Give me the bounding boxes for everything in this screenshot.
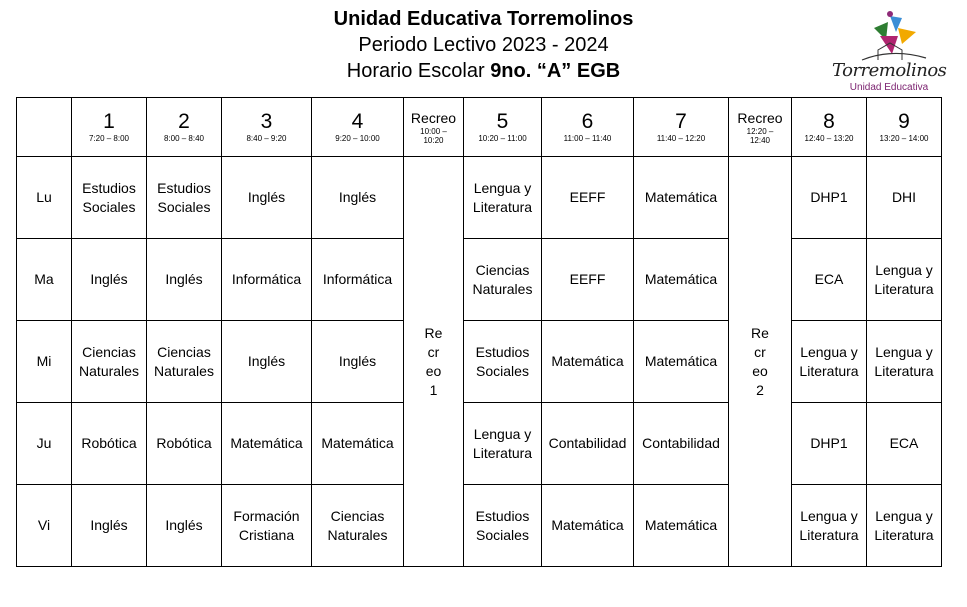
subject-text: Informática (231, 271, 302, 287)
day-row (17, 403, 942, 485)
period-number: 4 (351, 110, 364, 133)
recess-block-text: cr (754, 343, 766, 360)
subject-text: Matemática (644, 353, 718, 369)
period-time: 8:40 – 9:20 (246, 134, 287, 143)
subject-cell (464, 485, 542, 567)
subject-text: Sociales (476, 526, 529, 543)
subject-text: Literatura (874, 362, 934, 379)
schedule-prefix: Horario Escolar (346, 60, 491, 82)
subject-text: Literatura (874, 526, 934, 543)
recess-block-text: Re (424, 324, 443, 341)
subject-text: Matemática (551, 517, 624, 533)
period-header (792, 98, 867, 157)
recess-block-text: 1 (429, 381, 438, 398)
subject-text: Robótica (81, 435, 137, 451)
subject-text: Inglés (165, 517, 203, 533)
period-header (72, 98, 147, 157)
period-time: 9:20 – 10:00 (335, 134, 380, 143)
subject-text: Literatura (874, 280, 934, 297)
recess-block-text: cr (427, 343, 440, 360)
subject-text: Ciencias (330, 507, 385, 524)
subject-text: Matemática (644, 271, 718, 287)
logo-subtitle: Unidad Educativa (849, 82, 929, 93)
schedule-table (16, 97, 942, 567)
subject-cell (867, 485, 942, 567)
period-header (312, 98, 404, 157)
subject-cell (147, 157, 222, 239)
subject-text: Literatura (799, 362, 859, 379)
school-name: Unidad Educativa Torremolinos (333, 8, 634, 30)
subject-text: Naturales (472, 280, 533, 297)
subject-cell (312, 403, 404, 485)
subject-text: Estudios (157, 179, 211, 196)
subject-cell (222, 157, 312, 239)
recess-block (729, 157, 792, 567)
subject-cell (312, 321, 404, 403)
subject-cell (634, 485, 729, 567)
subject-text: Sociales (82, 198, 136, 215)
subject-cell (72, 403, 147, 485)
subject-cell (222, 485, 312, 567)
period-header (222, 98, 312, 157)
subject-cell (312, 157, 404, 239)
subject-text: Ciencias (475, 261, 530, 278)
recess-time-end: 10:20 (423, 135, 444, 145)
period-time: 8:00 – 8:40 (163, 134, 205, 143)
subject-text: Naturales (79, 362, 139, 379)
subject-cell (867, 157, 942, 239)
subject-cell (464, 239, 542, 321)
subject-cell (312, 485, 404, 567)
subject-text: Sociales (157, 198, 211, 215)
recess-label: Recreo (410, 109, 457, 126)
recess-time-start: 10:00 – (420, 126, 447, 136)
subject-text: Inglés (338, 353, 377, 369)
recess-block (404, 157, 464, 567)
subject-text: DHP1 (810, 189, 848, 205)
period-header (867, 98, 942, 157)
subject-cell (792, 321, 867, 403)
subject-cell (542, 157, 634, 239)
subject-cell (147, 403, 222, 485)
subject-text: Lengua y (875, 261, 933, 278)
subject-text: Estudios (475, 343, 530, 360)
grade-label: 9no. “A” EGB (490, 60, 621, 82)
day-label: Ju (17, 403, 72, 485)
subject-cell (222, 321, 312, 403)
subject-cell (634, 157, 729, 239)
subject-text: Informática (322, 271, 393, 287)
day-row (17, 239, 942, 321)
period-time: 11:00 – 11:40 (563, 134, 612, 143)
subject-cell (72, 239, 147, 321)
period-number: 3 (260, 110, 273, 133)
period-header (634, 98, 729, 157)
period-time: 12:40 – 13:20 (804, 134, 854, 143)
period-header (542, 98, 634, 157)
day-row (17, 485, 942, 567)
subject-cell (464, 403, 542, 485)
recess-block-text: Re (751, 324, 769, 341)
subject-text: Matemática (321, 435, 394, 451)
subject-text: ECA (814, 271, 844, 287)
day-row (17, 321, 942, 403)
period-number: 7 (675, 110, 687, 133)
recess-block-text: eo (425, 362, 442, 379)
day-label: Vi (17, 485, 72, 567)
period-time: 11:40 – 12:20 (656, 134, 706, 143)
subject-text: ECA (889, 435, 919, 451)
subject-cell (792, 485, 867, 567)
subject-text: Naturales (327, 526, 388, 543)
subject-cell (72, 321, 147, 403)
recess-label: Recreo (737, 109, 783, 126)
subject-text: Ciencias (82, 343, 136, 360)
subject-text: Matemática (551, 353, 624, 369)
subject-text: Lengua y (473, 425, 532, 442)
subject-cell (634, 239, 729, 321)
period-header (464, 98, 542, 157)
subject-text: Lengua y (800, 343, 858, 360)
subject-cell (542, 403, 634, 485)
document-header (0, 6, 967, 84)
subject-text: Lengua y (800, 507, 858, 524)
period-time: 10:20 – 11:00 (478, 134, 527, 143)
subject-cell (792, 157, 867, 239)
subject-cell (792, 239, 867, 321)
subject-text: Contabilidad (548, 435, 627, 451)
subject-cell (542, 321, 634, 403)
subject-cell (542, 239, 634, 321)
recess-header (729, 98, 792, 157)
subject-cell (464, 321, 542, 403)
schedule-title (0, 58, 967, 84)
recess-block-text: 2 (756, 381, 764, 398)
subject-text: Lengua y (875, 343, 933, 360)
subject-cell (867, 239, 942, 321)
subject-cell (72, 485, 147, 567)
subject-text: Cristiana (238, 526, 295, 543)
subject-cell (72, 157, 147, 239)
period-number: 2 (178, 110, 190, 133)
subject-text: Ciencias (157, 343, 211, 360)
subject-text: EEFF (569, 271, 606, 287)
subject-text: Matemática (644, 517, 718, 533)
corner-cell (17, 98, 72, 157)
period-header (147, 98, 222, 157)
period-number: 8 (823, 110, 835, 133)
day-row (17, 157, 942, 239)
subject-text: Inglés (247, 353, 286, 369)
subject-cell (464, 157, 542, 239)
subject-text: Matemática (230, 435, 303, 451)
subject-cell (867, 321, 942, 403)
subject-cell (867, 403, 942, 485)
period-time: 7:20 – 8:00 (88, 134, 130, 143)
day-label: Lu (17, 157, 72, 239)
subject-text: Contabilidad (642, 435, 720, 451)
subject-cell (312, 239, 404, 321)
subject-text: Lengua y (875, 507, 933, 524)
recess-time-end: 12:40 (749, 135, 771, 145)
period-time: 13:20 – 14:00 (879, 134, 929, 143)
subject-text: Robótica (156, 435, 212, 451)
subject-text: Naturales (154, 362, 214, 379)
subject-cell (634, 321, 729, 403)
subject-cell (222, 403, 312, 485)
subject-text: Literatura (799, 526, 859, 543)
subject-cell (147, 321, 222, 403)
subject-text: Inglés (90, 271, 128, 287)
subject-text: Formación (233, 507, 300, 524)
subject-text: Lengua y (473, 179, 532, 196)
subject-cell (634, 403, 729, 485)
subject-text: Estudios (82, 179, 136, 196)
recess-header (404, 98, 464, 157)
subject-text: Inglés (165, 271, 203, 287)
subject-text: Inglés (338, 189, 377, 205)
period-number: 5 (496, 110, 509, 133)
recess-block-text: eo (752, 362, 768, 379)
subject-text: Inglés (247, 189, 286, 205)
subject-text: Sociales (476, 362, 529, 379)
subject-text: Estudios (475, 507, 530, 524)
school-period: Periodo Lectivo 2023 - 2024 (358, 34, 609, 56)
school-logo (832, 10, 946, 96)
period-number: 6 (581, 110, 594, 133)
subject-cell (222, 239, 312, 321)
subject-cell (792, 403, 867, 485)
subject-text: DHI (891, 189, 917, 205)
subject-text: Literatura (472, 198, 533, 215)
logo-icon (832, 10, 946, 66)
day-label: Mi (17, 321, 72, 403)
subject-cell (147, 239, 222, 321)
subject-text: Literatura (472, 444, 533, 461)
subject-cell (147, 485, 222, 567)
subject-text: Matemática (644, 189, 718, 205)
subject-cell (542, 485, 634, 567)
logo-wordmark: Torremolinos (832, 60, 947, 81)
recess-time-start: 12:20 – (746, 126, 774, 136)
subject-text: DHP1 (810, 435, 848, 451)
period-number: 1 (103, 110, 115, 133)
period-header-row (17, 98, 942, 157)
subject-text: Inglés (90, 517, 128, 533)
day-label: Ma (17, 239, 72, 321)
subject-text: EEFF (569, 189, 606, 205)
period-number: 9 (898, 110, 910, 133)
